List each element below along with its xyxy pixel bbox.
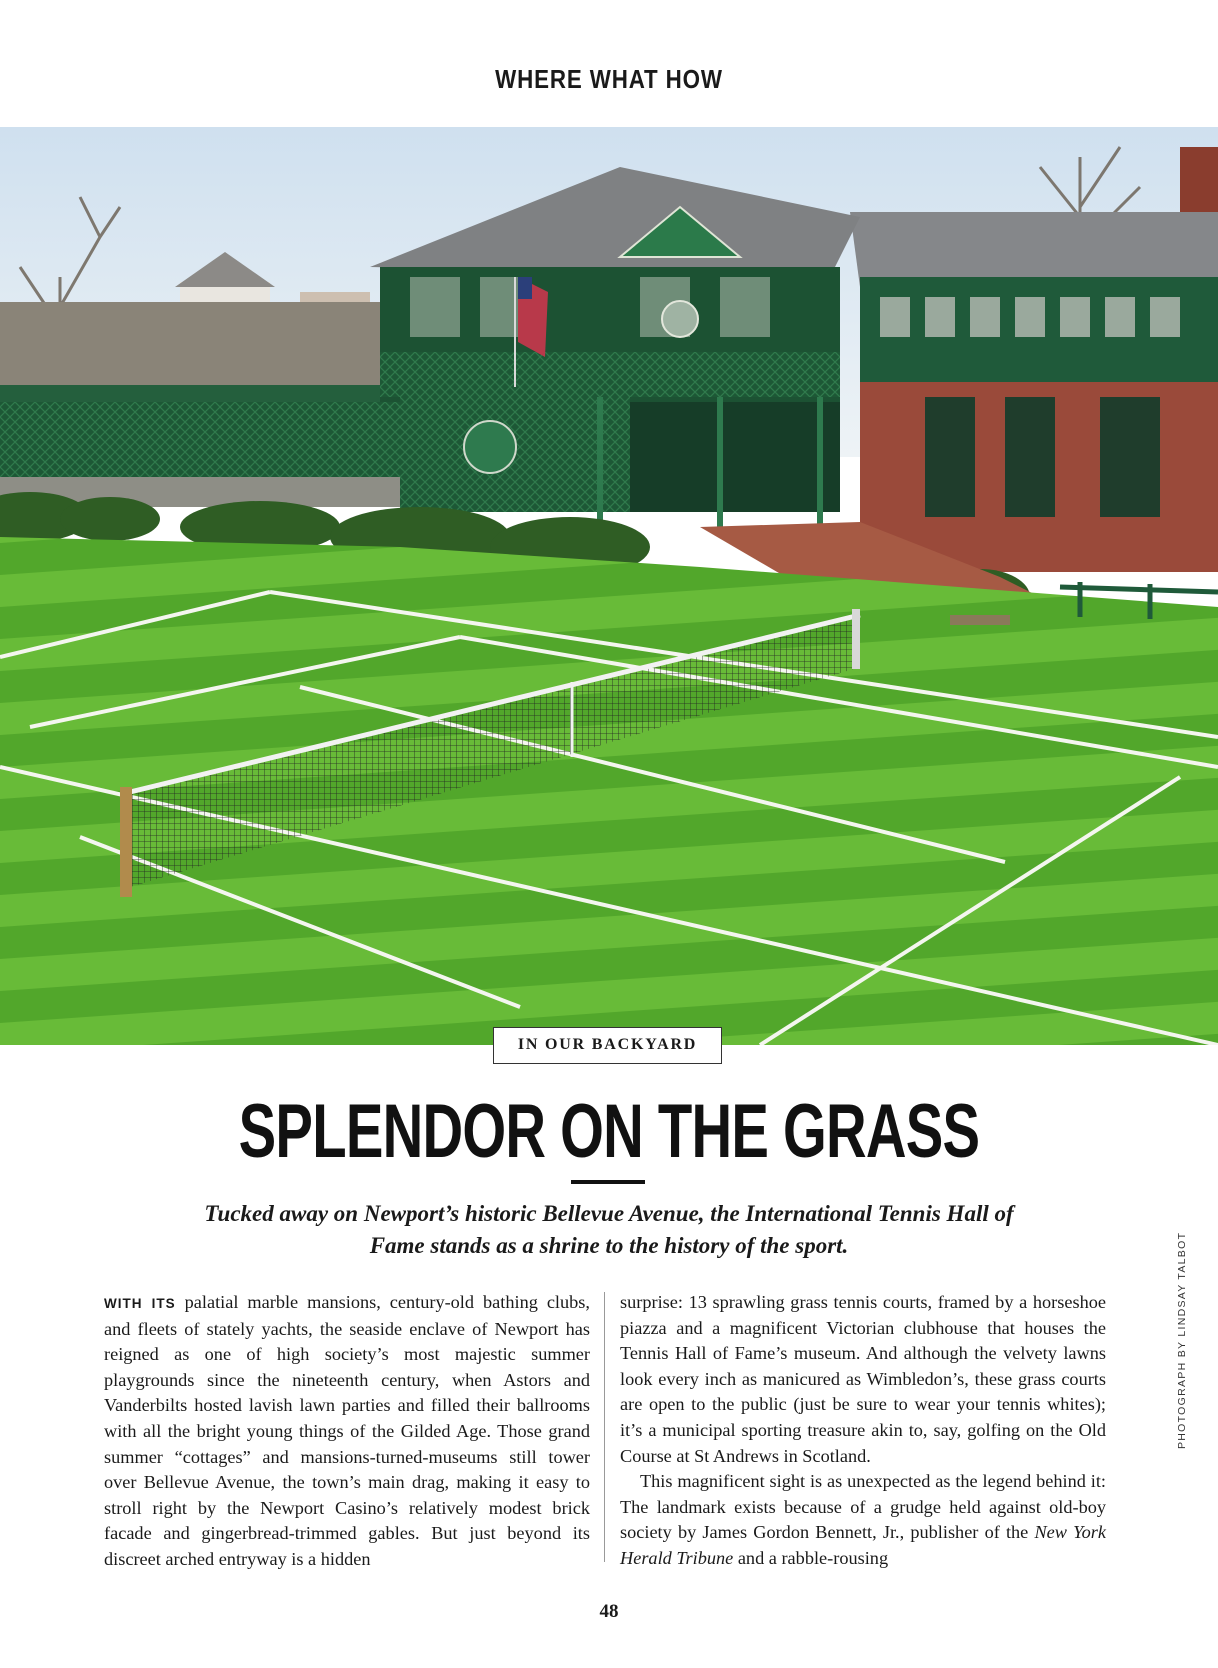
body-paragraph-1: surprise: 13 sprawling grass tennis courts, framed by a horseshoe piazza and a magnificent Victorian clubhouse that houses the Tennis Hall of Fame’s museum. And although the velvety lawns look every inch as manicured as Wimbledon’s, these grass courts are open to the public (just be sure to wear your tennis whites); it’s a municipal sporting treasure akin to, say, golfing on the Old Course at St Andrews in Scotland. [620,1292,1106,1466]
lead-in: WITH ITS [104,1296,176,1311]
category-tag: IN OUR BACKYARD [493,1027,722,1064]
page-number: 48 [599,1601,619,1622]
hero-photo [0,127,1218,1045]
photo-credit: PHOTOGRAPH BY LINDSAY TALBOT [1176,1231,1188,1449]
column-divider [604,1292,605,1562]
body-column-right [620,1290,1106,1572]
article-headline: SPLENDOR ON THE GRASS [238,1089,980,1174]
body-text-left: palatial marble mansions, century-old bathing clubs, and fleets of stately yachts, the seaside enclave of Newport has reigned as one of high society’s most majestic summer playgrounds since the nineteenth century, when Astors and Vanderbilts hosted lavish lawn parties and filled their ballrooms with all the bright young things of the Gilded Age. Those grand summer “cottages” and mansions-turned-museums still tower over Bellevue Avenue, the town’s main drag, making it easy to stroll right by the Newport Casino’s relatively modest brick facade and gingerbread-trimmed gables. But just beyond its discreet arched entryway is a hidden [104,1292,590,1569]
body-paragraph-2: This magnificent sight is as unexpected as the legend behind it: The landmark exists because of a grudge held against old-boy society by James Gordon Bennett, Jr., publisher of the New York Herald Tribune and a rabble-rousing [620,1471,1106,1568]
body-column-left [104,1290,590,1573]
tennis-court-illustration [0,127,1218,1045]
article-dek: Tucked away on Newport’s historic Bellevue Avenue, the International Tennis Hall of Fame stands as a shrine to the history of the sport. [204,1201,1014,1258]
section-title: WHERE WHAT HOW [495,64,723,94]
publication-name: New York Herald Tribune [620,1522,1106,1568]
headline-rule [571,1180,645,1184]
